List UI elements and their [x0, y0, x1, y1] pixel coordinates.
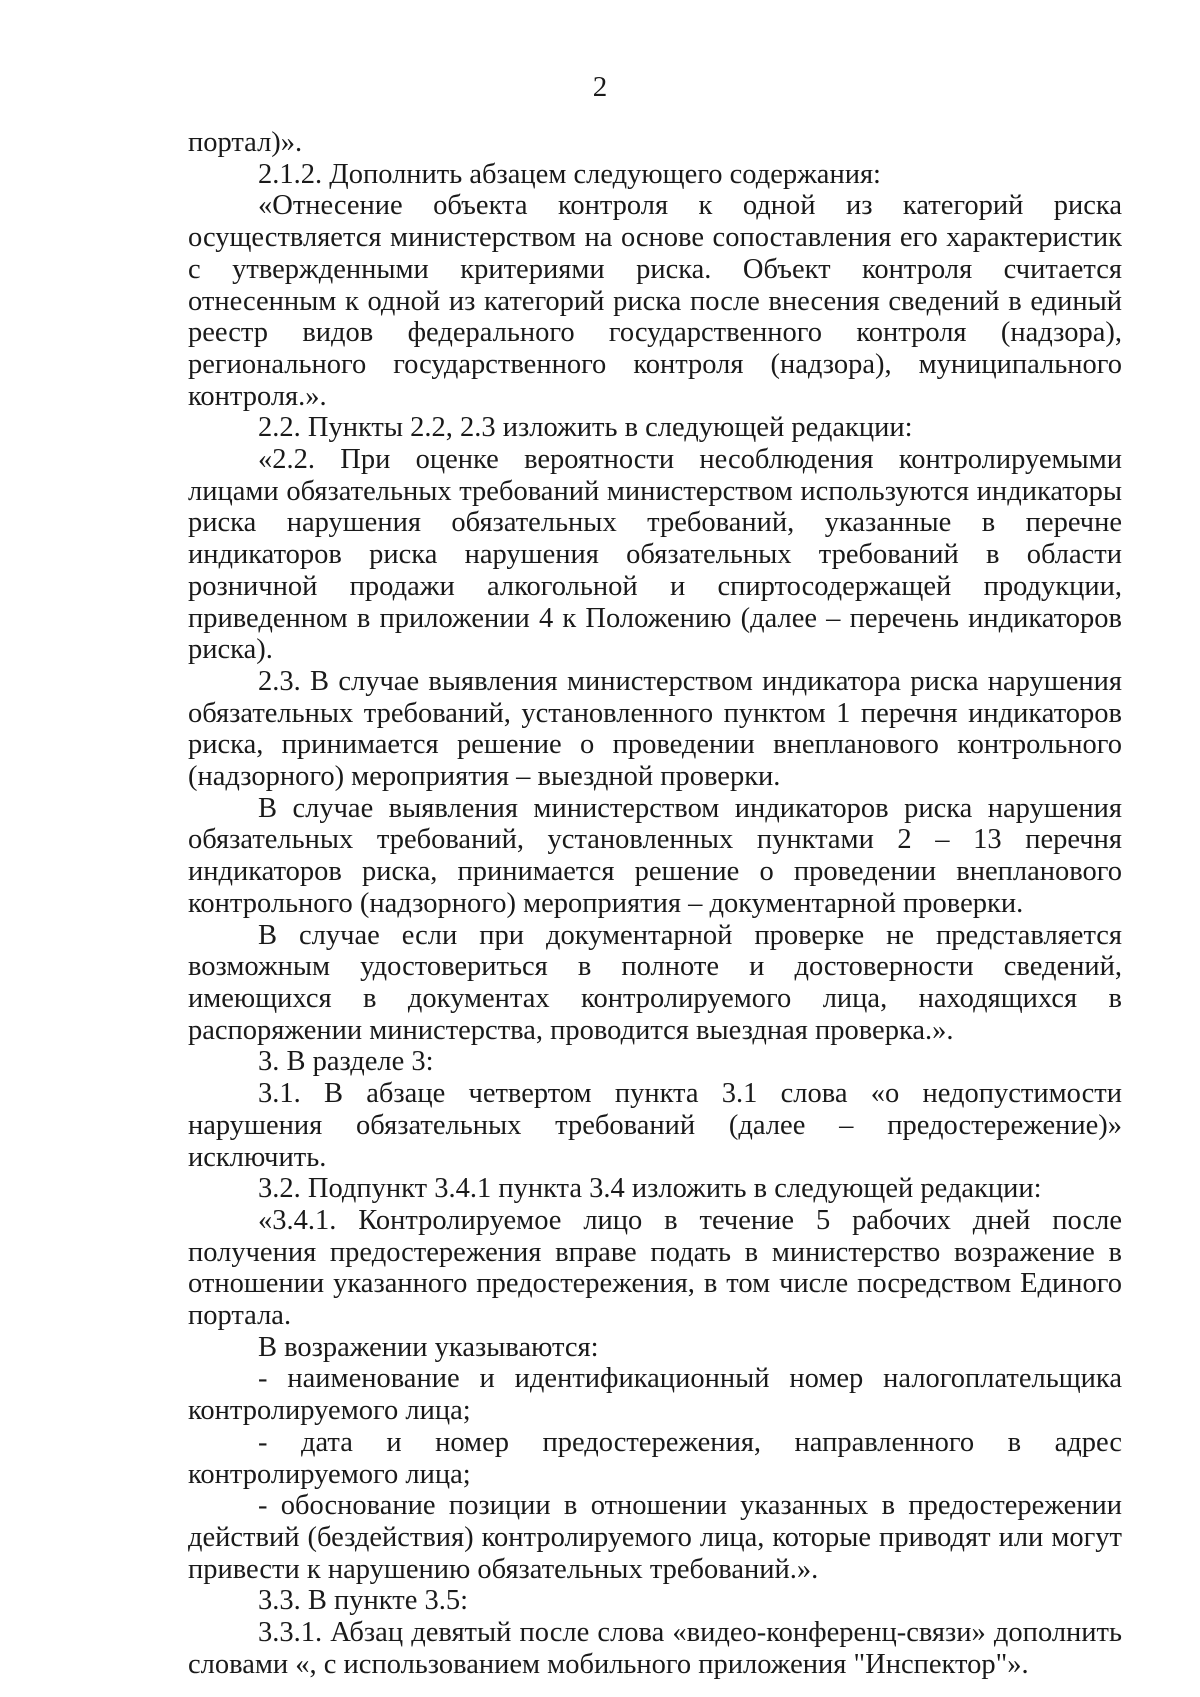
paragraph: «Отнесение объекта контроля к одной из категорий риска осуществляется министерством на основе сопоставления его характеристик с утвержденными критериями риска. Объект контроля считается отнесенным к одной из категорий риска после внесения сведений в единый реестр видов федерального государственного контроля (надзора), регионального государственного контроля (надзора), муниципального контроля.». — [188, 190, 1122, 412]
paragraph: портал)». — [188, 127, 303, 158]
list-item: - дата и номер предостережения, направленного в адрес контролируемого лица; — [188, 1426, 1122, 1490]
list-item: - наименование и идентификационный номер налогоплательщика контролируемого лица; — [188, 1363, 1122, 1427]
paragraph: 3.2. Подпункт 3.4.1 пункта 3.4 изложить в следующей редакции: — [258, 1173, 1042, 1205]
document-body — [188, 127, 1122, 1680]
list-item: - обоснование позиции в отношении указанных в предостережении действий (бездействия) контролируемого лица, которые приводят или могут привести к нарушению обязательных требований.». — [188, 1490, 1122, 1585]
paragraph: 2.3. В случае выявления министерством индикатора риска нарушения обязательных требований, установленного пунктом 1 перечня индикаторов риска, принимается решение о проведении внепланового контрольного (надзорного) мероприятия – выездной проверки. — [188, 665, 1122, 793]
paragraph: В случае выявления министерством индикаторов риска нарушения обязательных требований, установленных пунктами 2 – 13 перечня индикаторов риска, принимается решение о проведении внепланового контрольного (надзорного) мероприятия – документарной проверки. — [188, 792, 1122, 919]
paragraph: 3.1. В абзаце четвертом пункта 3.1 слова «о недопустимости нарушения обязательных требований (далее – предостережение)» исключить. — [188, 1078, 1122, 1173]
paragraph: 2.2. Пункты 2.2, 2.3 изложить в следующей редакции: — [258, 412, 913, 444]
paragraph: «2.2. При оценке вероятности несоблюдения контролируемыми лицами обязательных требований министерством используются индикаторы риска нарушения обязательных требований, указанные в перечне индикаторов риска нарушения обязательных требований в области розничной продажи алкогольной и спиртосодержащей продукции, приведенном в приложении 4 к Положению (далее – перечень индикаторов риска). — [188, 444, 1122, 666]
paragraph: В возражении указываются: — [258, 1331, 599, 1363]
paragraph: 3.3. В пункте 3.5: — [258, 1585, 469, 1617]
paragraph: 2.1.2. Дополнить абзацем следующего содержания: — [258, 158, 881, 190]
paragraph: «3.4.1. Контролируемое лицо в течение 5 рабочих дней после получения предостережения вправе подать в министерство возражение в отношении указанного предостережения, в том числе посредством Единого портала. — [188, 1204, 1122, 1332]
paragraph: 3. В разделе 3: — [258, 1046, 434, 1078]
paragraph: В случае если при документарной проверке не представляется возможным удостовериться в полноте и достоверности сведений, имеющихся в документах контролируемого лица, находящихся в распоряжении министерства, проводится выездная проверка.». — [188, 919, 1122, 1046]
page-number: 2 — [592, 71, 608, 103]
paragraph: 3.3.1. Абзац девятый после слова «видео-конференц-связи» дополнить словами «, с использованием мобильного приложения "Инспектор"». — [188, 1617, 1122, 1680]
